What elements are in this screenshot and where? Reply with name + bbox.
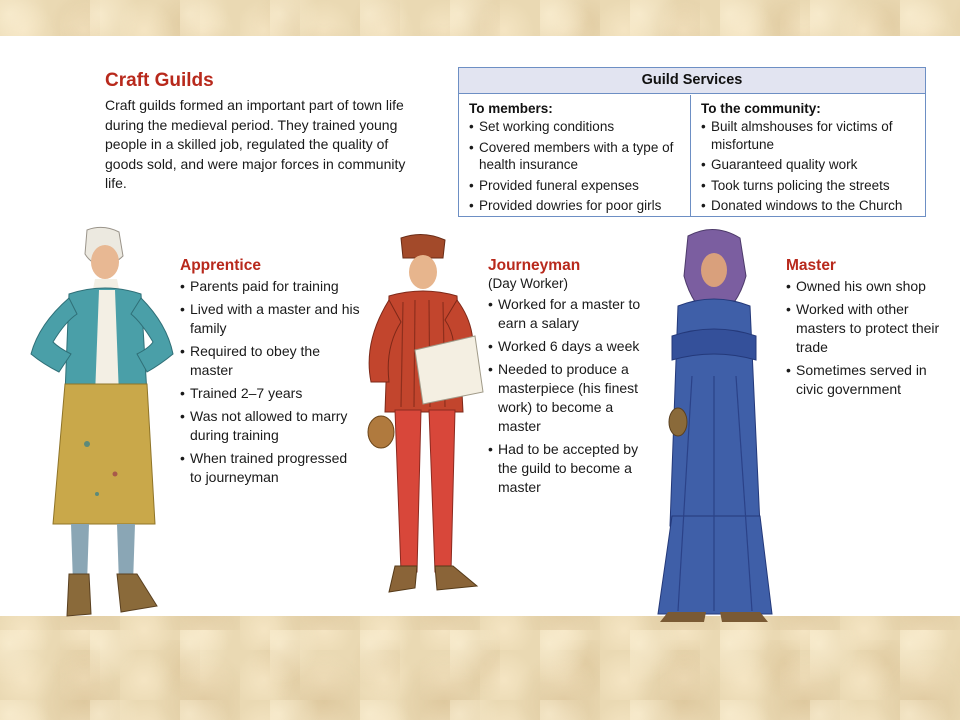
community-column [691,95,925,216]
list-item: • Provided dowries for poor girls [469,197,690,215]
journeyman-subtitle: (Day Worker) [488,276,569,291]
members-list [469,118,690,215]
list-item: • Trained 2–7 years [180,384,360,403]
master-section [786,256,946,403]
list-item: • Built almshouses for victims of misfortune [701,118,925,153]
list-item: • Guaranteed quality work [701,156,925,174]
journeyman-section [488,256,658,501]
list-item: • Worked for a master to earn a salary [488,295,658,333]
master-illustration [648,226,778,626]
list-item: • Sometimes served in civic government [786,361,946,399]
list-item: • Covered members with a type of health insurance [469,139,690,174]
apprentice-illustration [25,224,180,624]
apprentice-section [180,256,360,491]
master-title: Master [786,257,836,274]
list-item: • Required to obey the master [180,342,360,380]
list-item: • Provided funeral expenses [469,177,690,195]
list-item: • Was not allowed to marry during training [180,407,360,445]
content-panel [0,36,960,616]
journeyman-illustration [345,232,505,602]
members-column [459,95,691,216]
list-item: • When trained progressed to journeyman [180,449,360,487]
craft-guilds-title: Craft Guilds [105,70,214,91]
members-heading: To members: [469,101,553,116]
list-item: • Donated windows to the Church [701,197,925,215]
community-heading: To the community: [701,101,821,116]
journeyman-list [488,295,658,497]
list-item: • Took turns policing the streets [701,177,925,195]
guild-services-title: Guild Services [459,68,925,94]
list-item: • Worked 6 days a week [488,337,658,356]
list-item: • Owned his own shop [786,277,946,296]
list-item: • Worked with other masters to protect their trade [786,300,946,357]
list-item: • Parents paid for training [180,277,360,296]
guild-services-table [458,67,926,217]
journeyman-title: Journeyman [488,257,581,274]
list-item: • Set working conditions [469,118,690,136]
list-item: • Lived with a master and his family [180,300,360,338]
list-item: • Had to be accepted by the guild to become a master [488,440,658,497]
apprentice-title: Apprentice [180,257,261,274]
apprentice-list [180,277,360,487]
master-list [786,277,946,399]
community-list [701,118,925,215]
craft-guilds-description: Craft guilds formed an important part of town life during the medieval period. They trained young people in a skilled job, regulated the quality of goods sold, and were major forces in community life. [105,97,406,191]
list-item: • Needed to produce a masterpiece (his finest work) to become a master [488,360,658,436]
